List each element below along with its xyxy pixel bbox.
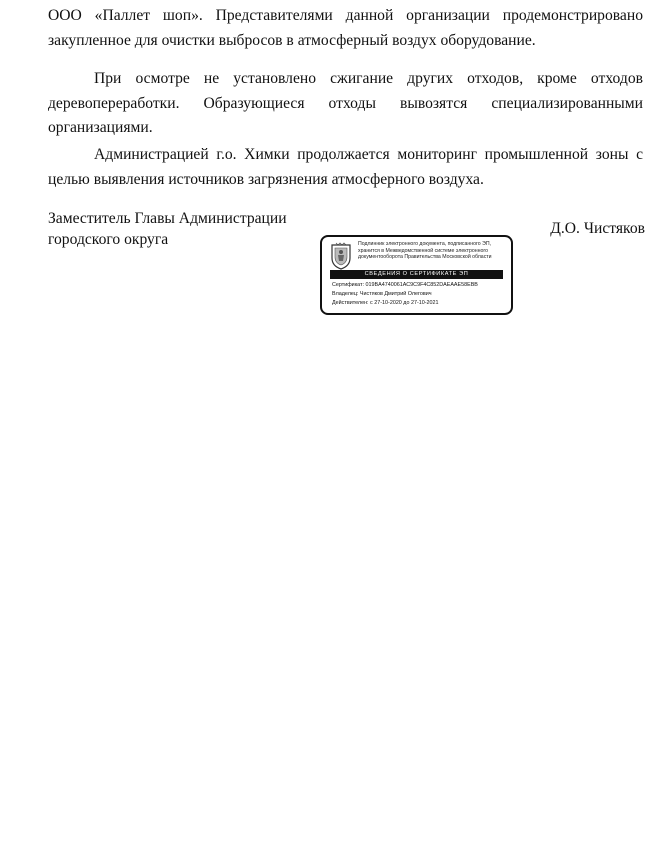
paragraph-2: При осмотре не установлено сжигание других отходов, кроме отходов деревопереработки. Образующиеся отходы вывозятся специализированными организациями. xyxy=(48,70,643,136)
stamp-certificate: Сертификат: 019BA4740061AC9C9F4C852DAEAAE58EBB xyxy=(332,282,478,288)
stamp-header: СВЕДЕНИЯ О СЕРТИФИКАТЕ ЭП xyxy=(330,270,503,279)
signatory-position xyxy=(48,208,287,250)
stamp-validity: Действителен: с 27-10-2020 до 27-10-2021 xyxy=(332,300,439,306)
electronic-signature-stamp xyxy=(320,235,513,315)
signatory-position-line1: Заместитель Главы Администрации xyxy=(48,210,287,227)
stamp-note: Подлинник электронного документа, подписанного ЭП, хранится в Межведомственной системе электронного документооборота Правительства Московской области xyxy=(358,241,492,261)
paragraph-3: Администрацией г.о. Химки продолжается мониторинг промышленной зоны с целью выявления источников загрязнения атмосферного воздуха. xyxy=(48,146,643,188)
signatory-position-line2: городского округа xyxy=(48,231,169,248)
moscow-oblast-coat-of-arms-icon xyxy=(330,242,352,270)
signatory-name: Д.О. Чистяков xyxy=(550,220,645,237)
stamp-owner: Владелец: Чистяков Дмитрий Олегович xyxy=(332,291,432,297)
paragraph-1: ООО «Паллет шоп». Представителями данной организации продемонстрировано закупленное для очистки выбросов в атмосферный воздух оборудование. xyxy=(48,7,643,49)
